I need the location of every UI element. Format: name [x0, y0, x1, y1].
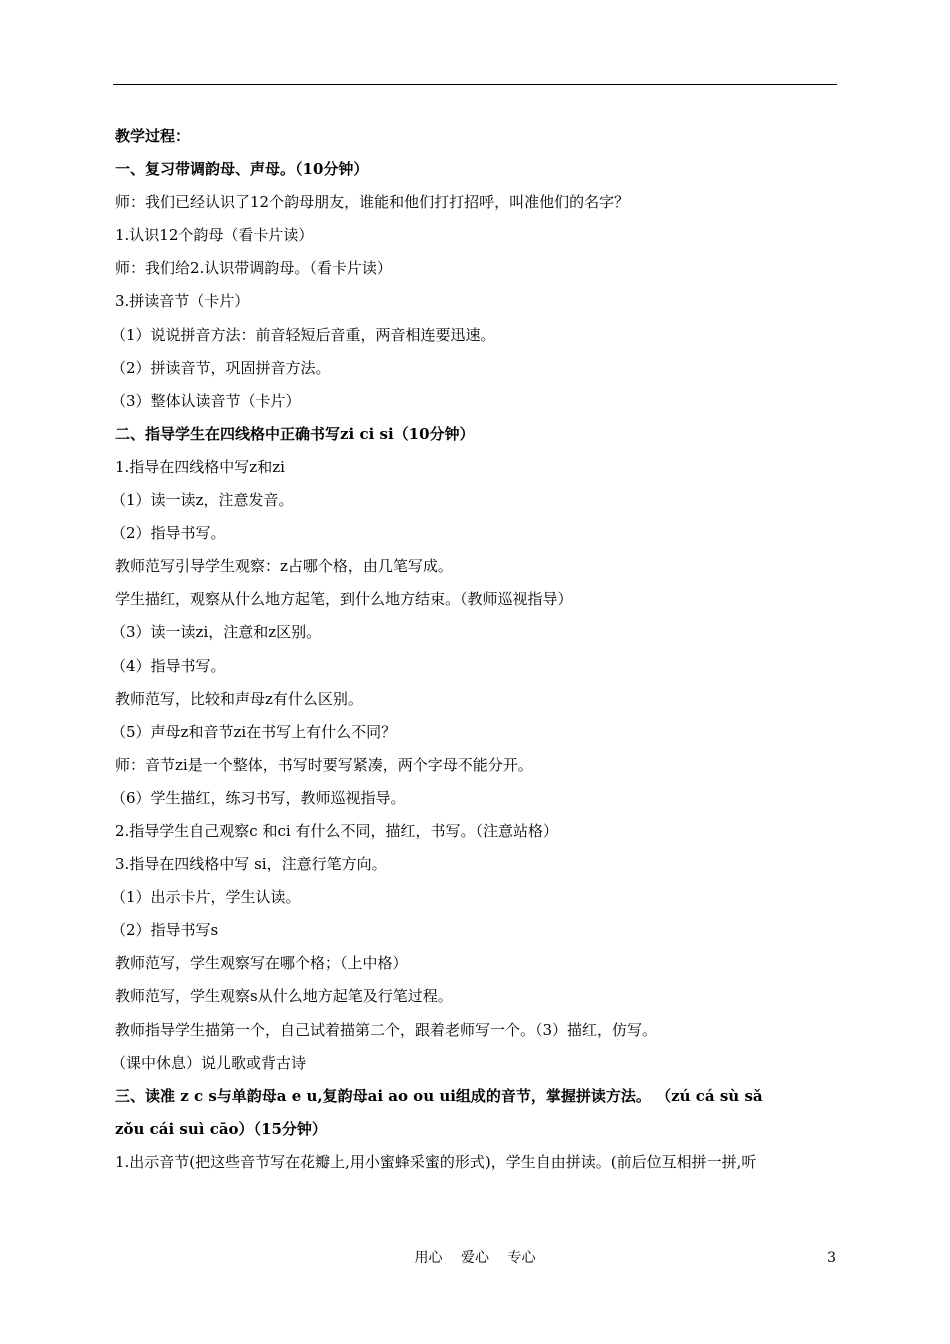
- page-number: 3: [827, 1250, 836, 1266]
- text-line: （1）读一读z，注意发音。: [111, 491, 294, 510]
- text-line: 1.认识12个韵母（看卡片读）: [115, 226, 314, 245]
- text-line: 师：音节zi是一个整体，书写时要写紧凑，两个字母不能分开。: [115, 755, 533, 774]
- section-heading: 二、指导学生在四线格中正确书写zi ci si（10分钟）: [115, 424, 475, 443]
- text-line: （2）指导书写s: [111, 921, 219, 940]
- section-heading: zǒu cái suì cāo）（15分钟）: [115, 1119, 327, 1138]
- text-line: 1.指导在四线格中写z和zi: [115, 457, 285, 476]
- text-line: 师：我们给2.认识带调韵母。（看卡片读）: [115, 259, 392, 278]
- text-line: （课中休息）说儿歌或背古诗: [111, 1053, 307, 1072]
- text-line: （5）声母z和音节zi在书写上有什么不同？: [111, 722, 397, 741]
- footer-motto: 用心 爱心 专心: [414, 1250, 536, 1266]
- text-line: （3）整体认读音节（卡片）: [111, 391, 301, 410]
- text-line: 2.指导学生自己观察c 和ci 有什么不同，描红，书写。（注意站格）: [115, 821, 558, 840]
- text-line: （3）读一读zi，注意和z区别。: [111, 623, 322, 642]
- page-footer: [0, 1246, 950, 1270]
- section-heading: 教学过程：: [115, 127, 191, 145]
- text-line: 教师范写，学生观察写在哪个格；（上中格）: [115, 954, 408, 973]
- section-heading: 一、复习带调韵母、声母。（10分钟）: [115, 160, 369, 179]
- section-heading: 三、读准 z c s与单韵母a e u,复韵母ai ao ou ui组成的音节，掌握拼读方法。 （zú cá sù sǎ: [115, 1086, 763, 1105]
- header-rule: [113, 84, 837, 85]
- text-line: （2）拼读音节，巩固拼音方法。: [111, 358, 331, 377]
- text-line: 1.出示音节(把这些音节写在花瓣上,用小蜜蜂采蜜的形式)，学生自由拼读。(前后位互相拼一拼,听: [115, 1152, 757, 1171]
- text-line: （1）说说拼音方法：前音轻短后音重，两音相连要迅速。: [111, 325, 496, 344]
- text-line: （1）出示卡片，学生认读。: [111, 888, 301, 907]
- text-line: 教师范写，比较和声母z有什么区别。: [115, 689, 363, 708]
- text-line: 教师范写引导学生观察：z占哪个格，由几笔写成。: [115, 557, 453, 576]
- text-line: 师：我们已经认识了12个韵母朋友，谁能和他们打打招呼，叫准他们的名字？: [115, 193, 630, 212]
- text-line: 学生描红，观察从什么地方起笔，到什么地方结束。（教师巡视指导）: [115, 590, 573, 609]
- text-line: 教师范写，学生观察s从什么地方起笔及行笔过程。: [115, 987, 453, 1006]
- text-line: （6）学生描红，练习书写，教师巡视指导。: [111, 788, 406, 807]
- text-line: （4）指导书写。: [111, 656, 226, 675]
- text-line: （2）指导书写。: [111, 524, 226, 543]
- document-body: [111, 120, 837, 1179]
- text-line: 3.指导在四线格中写 si，注意行笔方向。: [115, 855, 387, 874]
- text-line: 3.拼读音节（卡片）: [115, 292, 250, 311]
- text-line: 教师指导学生描第一个，自己试着描第二个，跟着老师写一个。（3）描红，仿写。: [115, 1020, 658, 1039]
